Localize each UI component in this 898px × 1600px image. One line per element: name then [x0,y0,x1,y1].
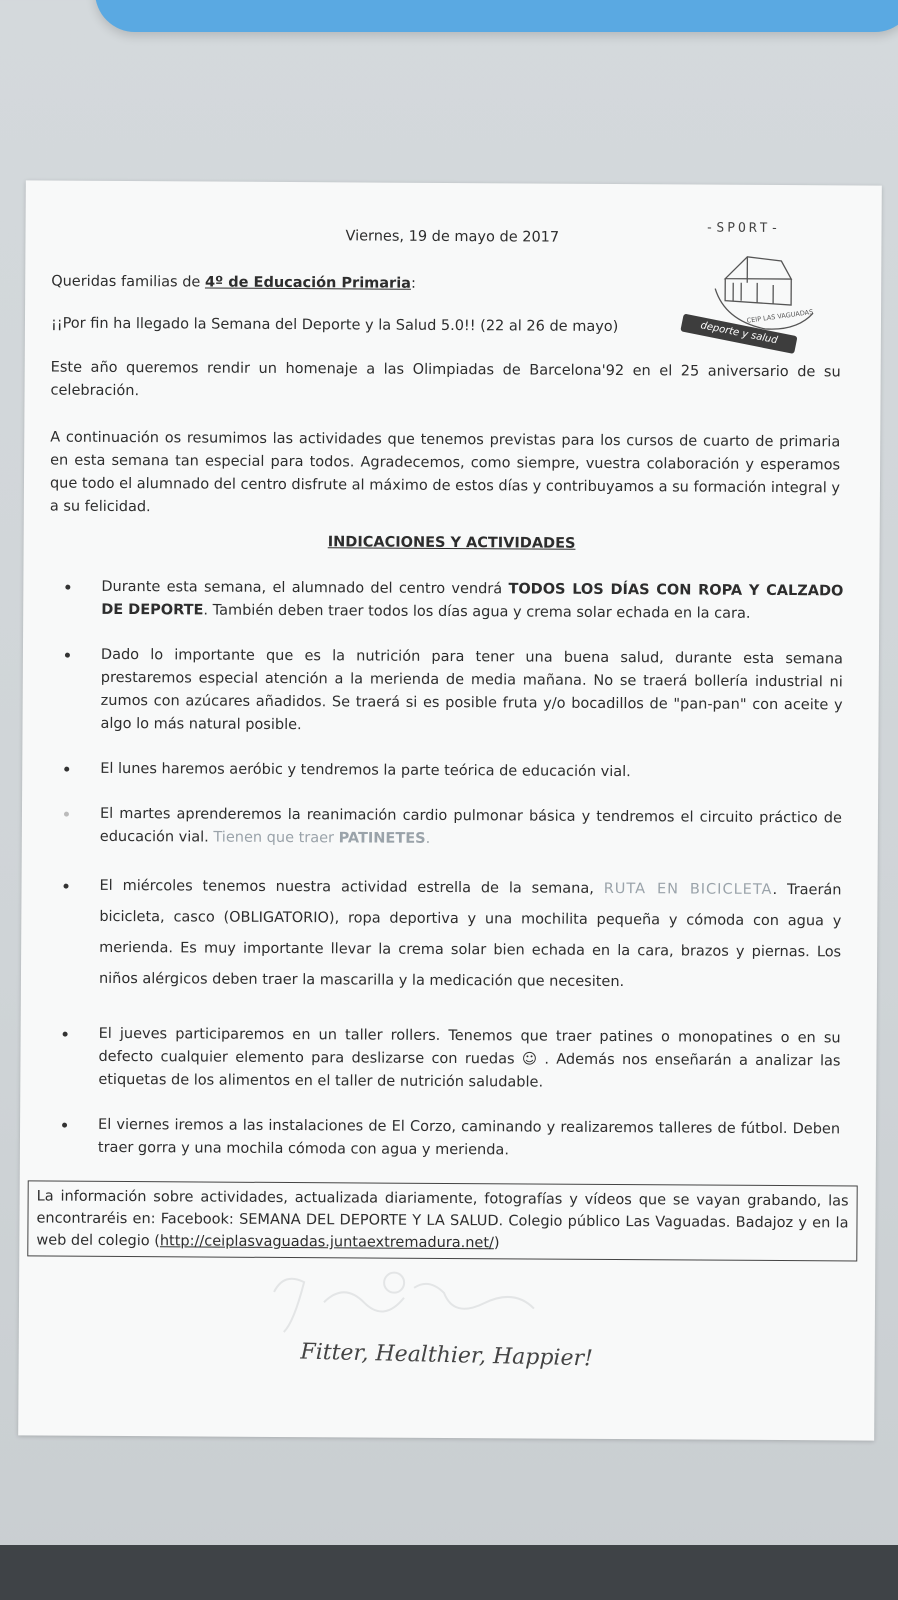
bullet-text: Durante esta semana, el alumnado del centro vendrá [101,578,509,598]
info-text: La información sobre actividades, actualizada diariamente, fotografías y vídeos que se vayan grabando, las encontraréis en: Facebook: SEMANA DEL DEPORTE Y LA SALUD. Colegio público Las Vaguadas. Badajoz y en la web del colegio ( [36,1188,849,1250]
bullet-text: El martes aprenderemos la reanimación cardio pulmonar básica y tendremos el circuito práctico de educación vial. [99,805,843,846]
bullet-dot-icon [64,884,69,889]
bullet-dot-icon [64,767,69,772]
letter-date: Viernes, 19 de mayo de 2017 [345,228,560,246]
dark-surface [0,1545,898,1600]
info-text-end: ) [493,1235,500,1252]
greeting-prefix: Queridas familias de [51,273,206,291]
bullet-dot-icon [63,1032,68,1037]
section-heading: INDICACIONES Y ACTIVIDADES [327,534,576,552]
bullet-dot-icon [65,585,70,590]
greeting-suffix: : [410,275,416,292]
greeting [51,271,841,299]
bullet-faded-end: . [425,830,431,847]
list-item [51,871,842,1000]
greeting-class: 4º de Educación Primaria [204,274,412,292]
school-website-link[interactable]: http://ceiplasvaguadas.juntaextremadura.net/ [159,1233,494,1252]
footer-slogan: Fitter, Healthier, Happier! [300,1339,594,1372]
bullet-text: . También deben traer todos los días agua y crema solar echada en la cara. [203,602,751,622]
bullet-dot-icon [64,812,69,817]
bullet-faded-bold: PATINETES [338,830,426,847]
bullet-text: . Traerán bicicleta, casco (OBLIGATORIO), ropa deportiva y una mochilita pequeña y cómoda con agua y merienda. Es muy importante llevar la crema solar bien echada en la cara, brazos y piernas. Los niños alérgicos deben traer la mascarilla y la medicación que necesiten. [98,881,842,991]
bullet-text: El miércoles tenemos nuestra actividad estrella de la semana, [99,877,604,897]
letter-sheet [18,180,882,1440]
bullet-dot-icon [65,653,70,658]
sport-logo-ribbon: deporte y salud [680,314,797,354]
intro-paragraph: Este año queremos rendir un homenaje a las Olimpiadas de Barcelona'92 en el 25 aniversario de su celebración. [50,359,841,400]
blue-folder [95,0,898,32]
bullet-text: Dado lo importante que es la nutrición para tener una buena salud, durante esta semana prestaremos especial atención a la merienda de media mañana. No se traerá bollería industrial ni zumos con azúcares añadidos. Se traerá si es posible fruta y/o bocadillos de "pan-pan" con aceite y algo lo más natural posible. [100,646,843,734]
list-item [52,644,843,741]
bullet-dot-icon [62,1123,67,1128]
list-item [52,758,842,786]
bullet-bold: TODOS LOS DÍAS CON ROPA Y CALZADO DE DEPORTE [101,581,844,619]
activities-list [50,576,844,1187]
list-item [50,1114,840,1165]
bullet-text: El jueves participaremos en un taller rollers. Tenemos que traer patines o monopatines o en su defecto cualquier elemento para deslizarse con ruedas ☺ . Además nos enseñarán a analizar las etiquetas de los alimentos en el taller de nutrición saludable. [98,1025,841,1091]
info-box [27,1180,857,1261]
logo-arc-text: CEIP LAS VAGUADAS [746,307,814,325]
bullet-faded-text: RUTA EN BICICLETA [603,880,773,898]
faded-watermark-drawing [254,1262,554,1344]
bullet-faded-text: Tienen que traer [213,829,339,847]
sport-logo-title: -SPORT- [705,220,782,237]
list-item [50,1023,840,1097]
bullet-text: El viernes iremos a las instalaciones de El Corzo, caminando y realizaremos talleres de fútbol. Deben traer gorra y una mochila cómoda con agua y merienda. [97,1116,841,1159]
list-item [53,576,843,627]
continuation-paragraph: A continuación os resumimos las actividades que tenemos previstas para los cursos de cuarto de primaria en esta semana tan especial para todos. Agradecemos, como siempre, vuestra colaboración y esperamos que todo el alumnado del centro disfrute al máximo de estos días y contribuyamos a su formación integral y a su felicidad. [49,429,841,516]
bullet-text: El lunes haremos aeróbic y tendremos la parte teórica de educación vial. [100,760,631,781]
week-announcement: ¡¡Por fin ha llegado la Semana del Deporte y la Salud 5.0!! (22 al 26 de mayo) [50,315,619,336]
list-item [52,803,842,854]
